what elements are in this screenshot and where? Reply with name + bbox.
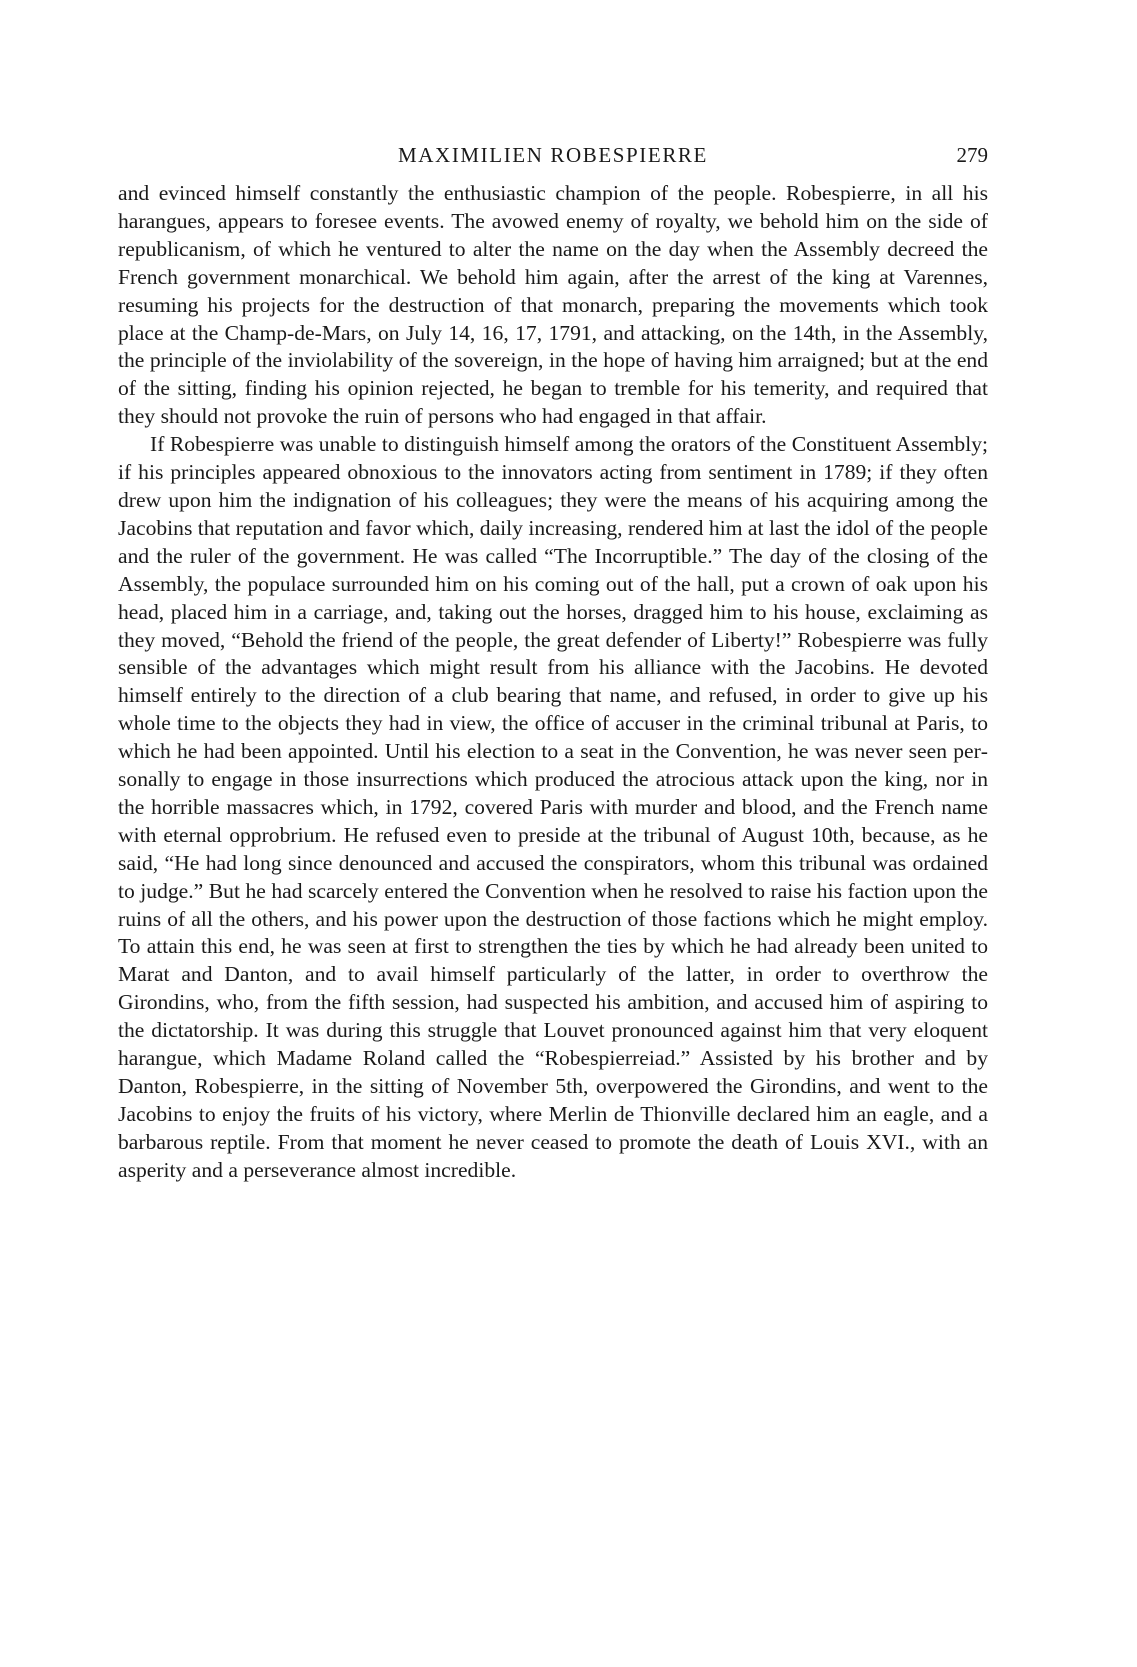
paragraph-continued: and evinced himself constantly the enthusiastic champion of the people. Robespierre, in all his harangues, appears to foresee events. The avowed enemy of royalty, we behold him on the side of republicanism, of which he ventured to alter the name on the day when the Assembly decreed the French government monarchical. We behold him again, after the arrest of the king at Varennes, resuming his projects for the destruction of that monarch, preparing the movements which took place at the Champ-de-Mars, on July 14, 16, 17, 1791, and attacking, on the 14th, in the Assembly, the principle of the inviolability of the sovereign, in the hope of having him arraigned; but at the end of the sitting, finding his opinion rejected, he began to tremble for his temerity, and required that they should not provoke the ruin of persons who had engaged in that affair. bbox=[118, 181, 988, 429]
running-head bbox=[118, 140, 988, 170]
running-title: MAXIMILIEN ROBESPIERRE bbox=[398, 143, 708, 167]
page-number: 279 bbox=[956, 143, 988, 167]
body-text bbox=[118, 180, 988, 1185]
paragraph: If Robespierre was unable to distinguish himself among the orators of the Constituent Assembly; if his principles appeared obnoxious to the innovators acting from sentiment in 1789; if they often drew upon him the indignation of his colleagues; they were the means of his acquiring among the Jacobins that reputation and favor which, daily increasing, rendered him at last the idol of the people and the ruler of the government. He was called “The Incorruptible.” The day of the closing of the Assembly, the populace surrounded him on his coming out of the hall, put a crown of oak upon his head, placed him in a carriage, and, taking out the horses, dragged him to his house, exclaiming as they moved, “Behold the friend of the people, the great defender of Liberty!” Robespierre was fully sensible of the advantages which might result from his alliance with the Jacobins. He devoted himself entirely to the direction of a club bearing that name, and refused, in order to give up his whole time to the objects they had in view, the office of accuser in the criminal tribunal at Paris, to which he had been appointed. Until his election to a seat in the Convention, he was never seen personally to engage in those insurrections which produced the atrocious attack upon the king, nor in the horrible massacres which, in 1792, covered Paris with murder and blood, and the French name with eternal opprobrium. He refused even to preside at the tribunal of August 10th, because, as he said, “He had long since denounced and accused the conspirators, whom this tribunal was ordained to judge.” But he had scarcely entered the Convention when he resolved to raise his faction upon the ruins of all the others, and his power upon the destruction of those factions which he might employ. To attain this end, he was seen at first to strengthen the ties by which he had already been united to Marat and Danton, and to avail himself particularly of the latter, in order to overthrow the Girondins, who, from the fifth session, had suspected his ambition, and accused him of aspiring to the dictatorship. It was during this struggle that Louvet pronounced against him that very eloquent harangue, which Madame Roland called the “Robespierreiad.” Assisted by his brother and by Danton, Robespierre, in the sitting of November 5th, overpowered the Girondins, and went to the Jacobins to enjoy the fruits of his victory, where Merlin de Thionville declared him an eagle, and a barbarous reptile. From that moment he never ceased to promote the death of Louis XVI., with an asperity and a perseverance almost incredible. bbox=[118, 432, 988, 1182]
